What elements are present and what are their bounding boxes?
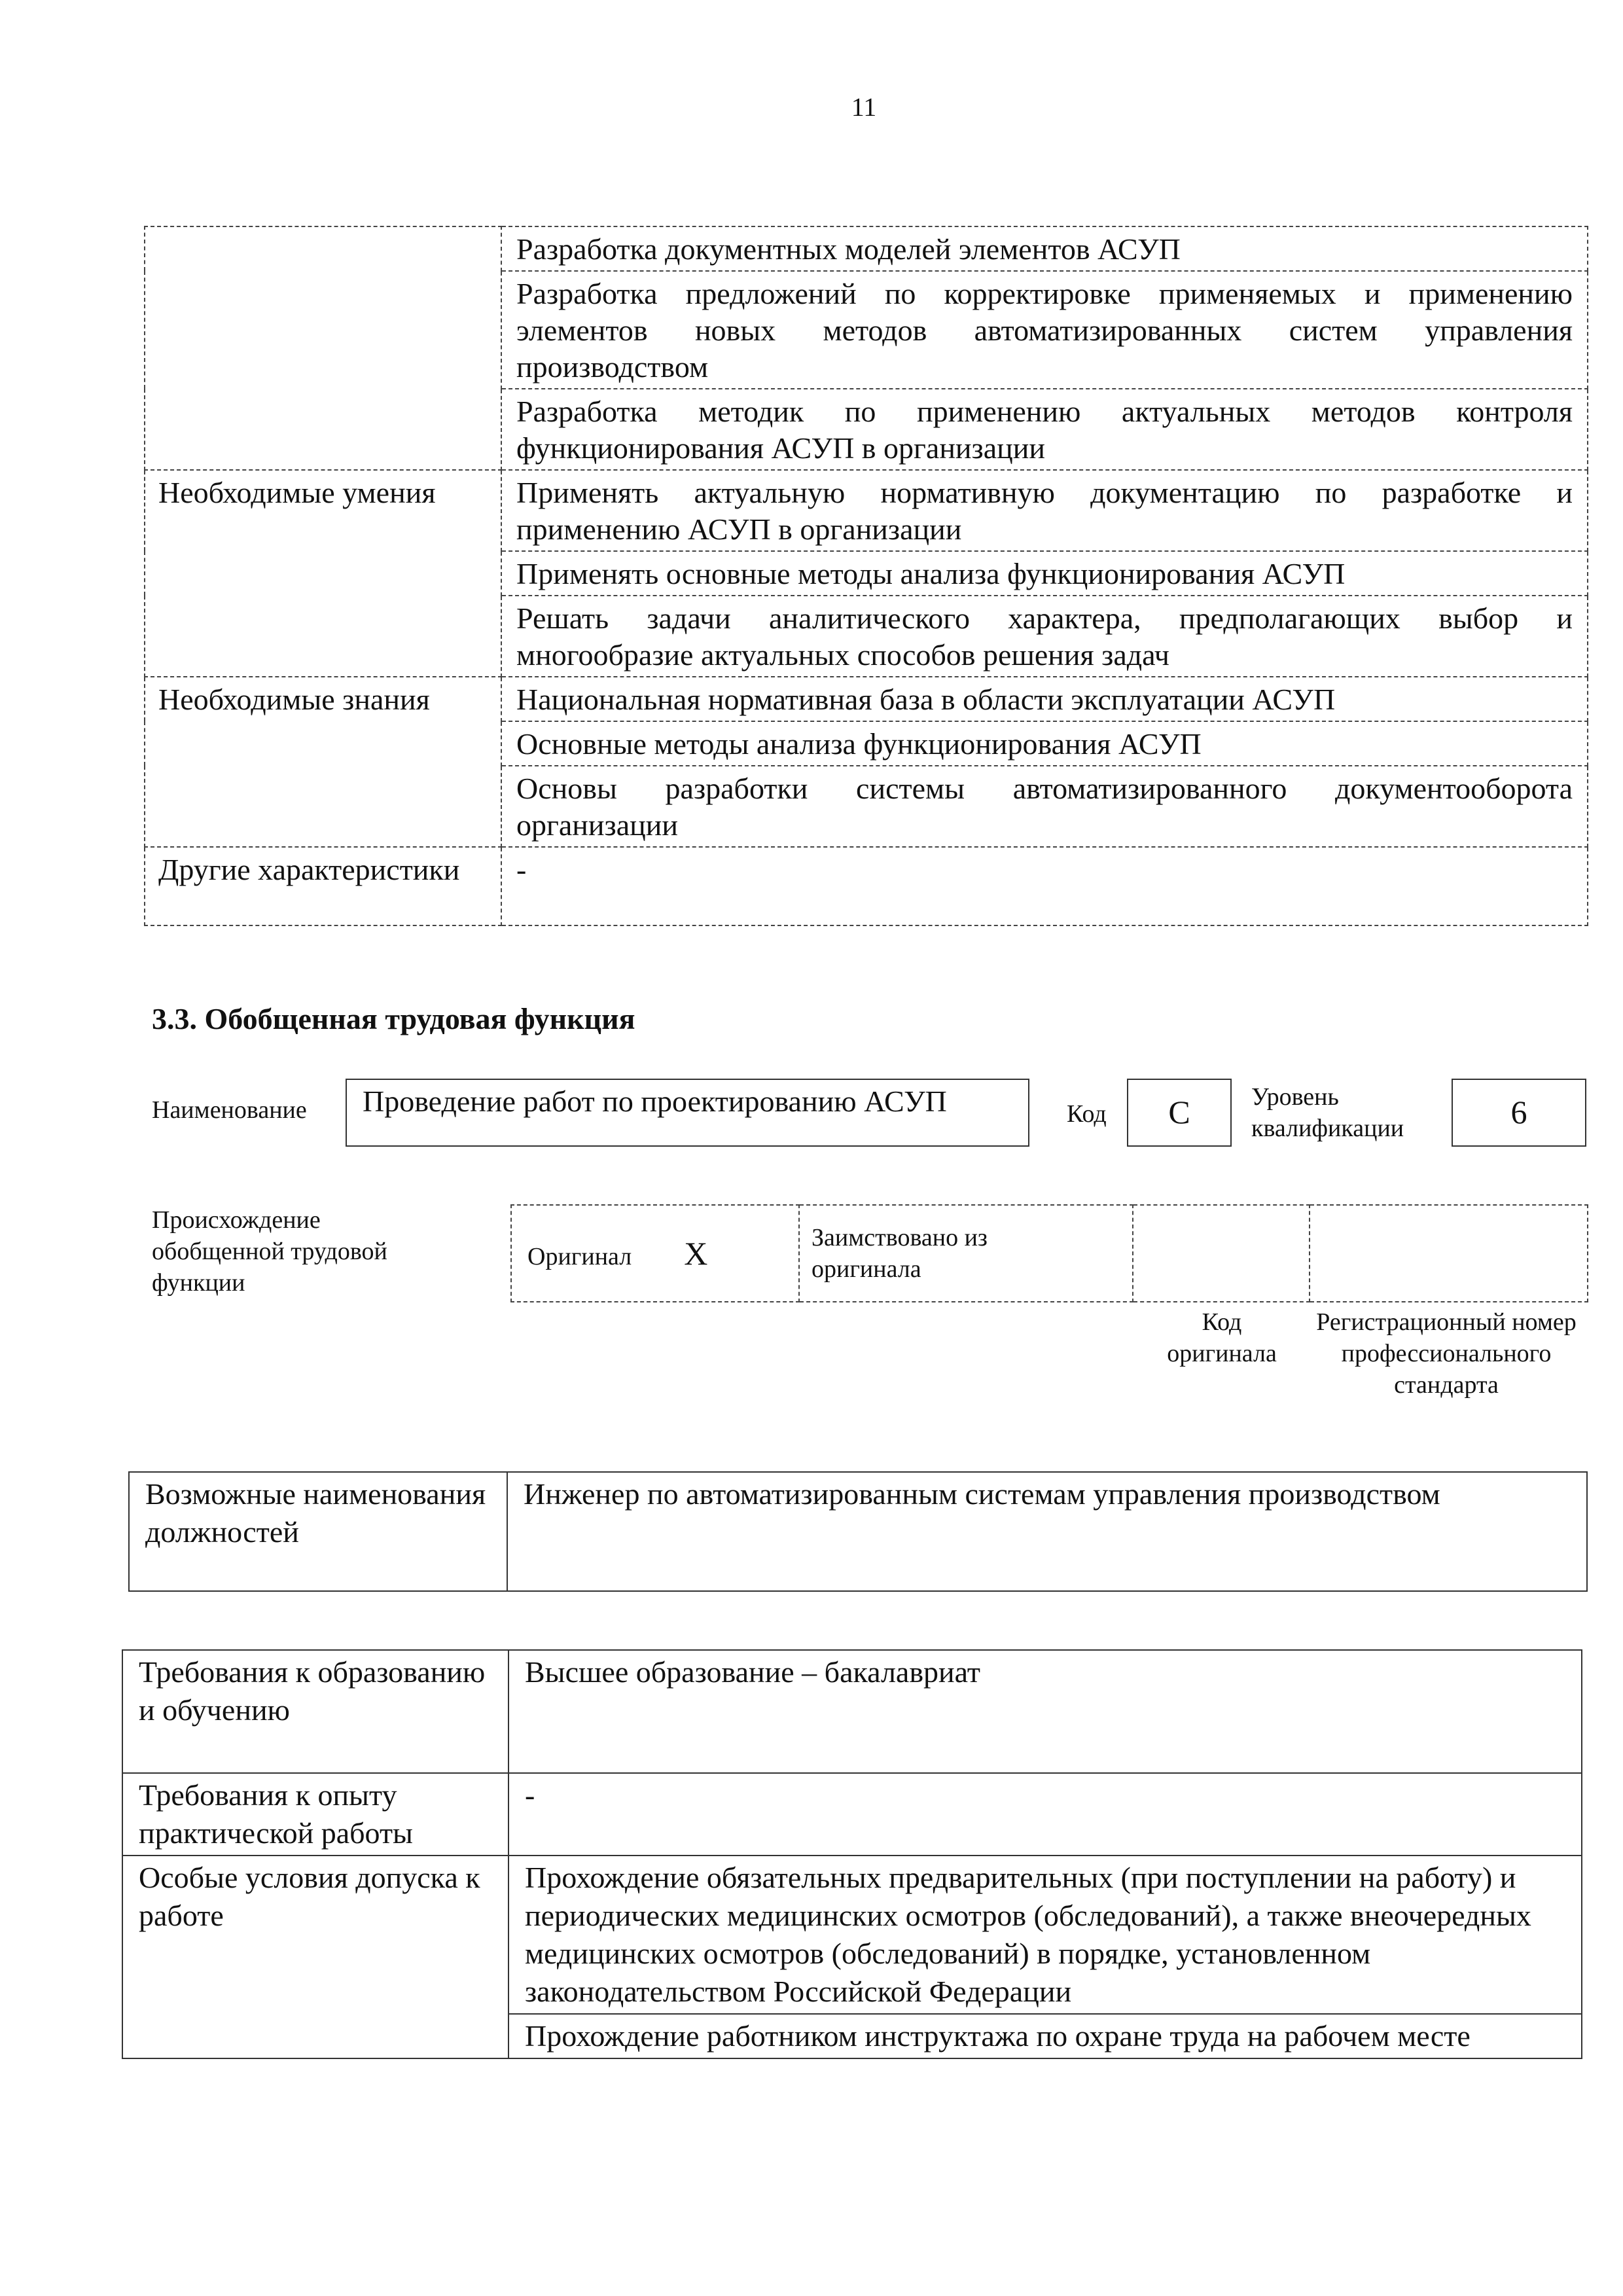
table-cell: Основные методы анализа функционирования АСУП	[501, 721, 1588, 766]
requirements-table	[122, 1649, 1582, 2059]
original-label: Оригинал	[527, 1243, 632, 1270]
req-conditions-label: Особые условия допуска к работе	[122, 1856, 508, 2058]
positions-label: Возможные наименования должностей	[129, 1472, 507, 1591]
row-label-empty	[145, 226, 501, 271]
origin-borrowed-cell	[799, 1205, 1133, 1302]
name-label: Наименование	[152, 1096, 307, 1124]
page-number: 11	[851, 92, 877, 122]
name-value: Проведение работ по проектированию АСУП	[363, 1085, 947, 1118]
level-value-box	[1452, 1079, 1586, 1147]
table-cell: Решать задачи аналитического характера, предполагающих выбор и многообразие актуальных способов решения задач	[501, 596, 1588, 677]
row-label-other: Другие характеристики	[145, 847, 501, 925]
origin-original-cell	[511, 1205, 799, 1302]
row-label-skills: Необходимые умения	[145, 470, 501, 551]
row-label-knowledge: Необходимые знания	[145, 677, 501, 721]
skills-knowledge-table	[144, 226, 1588, 926]
table-cell: Применять основные методы анализа функционирования АСУП	[501, 551, 1588, 596]
req-conditions-value-2: Прохождение работником инструктажа по охране труда на рабочем месте	[508, 2014, 1582, 2058]
level-label-1: Уровень	[1251, 1083, 1339, 1111]
req-experience-value: -	[508, 1773, 1582, 1856]
table-cell: -	[501, 847, 1588, 925]
origin-reg-cell	[1310, 1205, 1588, 1302]
code-label: Код	[1067, 1100, 1107, 1128]
level-value: 6	[1510, 1094, 1527, 1130]
table-cell: Основы разработки системы автоматизированного документооборота организации	[501, 766, 1588, 847]
table-cell: Разработка предложений по корректировке применяемых и применению элементов новых методов автоматизированных систем управления производством	[501, 271, 1588, 389]
name-value-box	[346, 1079, 1029, 1147]
table-cell: Применять актуальную нормативную документацию по разработке и применению АСУП в организации	[501, 470, 1588, 551]
table-cell: Национальная нормативная база в области эксплуатации АСУП	[501, 677, 1588, 721]
req-experience-label: Требования к опыту практической работы	[122, 1773, 508, 1856]
code-value: C	[1168, 1094, 1190, 1130]
level-label-2: квалификации	[1251, 1115, 1404, 1142]
code-value-box	[1127, 1079, 1232, 1147]
borrowed-label: Заимствовано из оригинала	[812, 1224, 988, 1283]
table-cell: Разработка документных моделей элементов АСУП	[501, 226, 1588, 271]
table-cell: Разработка методик по применению актуальных методов контроля функционирования АСУП в организации	[501, 389, 1588, 470]
section-title: 3.3. Обобщенная трудовая функция	[152, 1002, 635, 1035]
positions-value: Инженер по автоматизированным системам управления производством	[507, 1472, 1587, 1591]
req-education-value: Высшее образование – бакалавриат	[508, 1650, 1582, 1773]
origin-label: Происхождение обобщенной трудовой функции	[152, 1206, 387, 1297]
origin-code-cell	[1133, 1205, 1310, 1302]
req-education-label: Требования к образованию и обучению	[122, 1650, 508, 1773]
original-mark: X	[684, 1235, 708, 1272]
req-conditions-value-1: Прохождение обязательных предварительных (при поступлении на работу) и периодических медицинских осмотров (обследований), а также внеочередных медицинских осмотров (обследований) в порядке, установленном законодательством Российской Федерации	[508, 1856, 1582, 2014]
reg-caption: Регистрационный номер профессионального стандарта	[1316, 1308, 1577, 1399]
positions-table	[128, 1471, 1588, 1592]
code-caption: Код оригинала	[1167, 1308, 1277, 1367]
origin-table	[510, 1204, 1588, 1302]
